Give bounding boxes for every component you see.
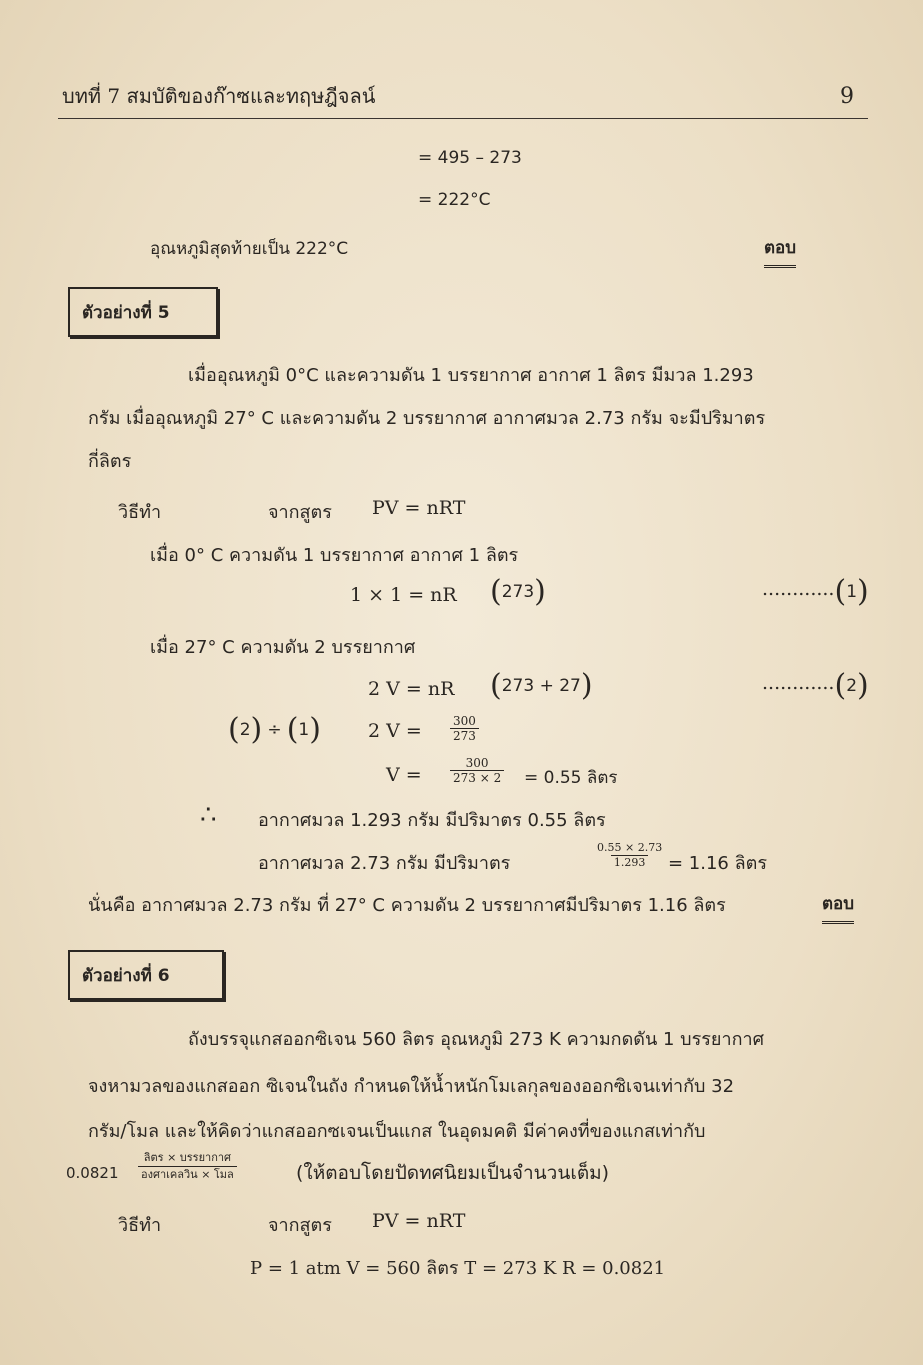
ex5-formula-label: จากสูตร — [268, 502, 332, 523]
ex5-problem-line-3: กี่ลิตร — [88, 451, 132, 472]
div-a: 2 — [239, 720, 251, 740]
eq2-rhs-value: 273 + 27 — [501, 676, 581, 696]
ex6-problem-line-3: กรัม/โมล และให้คิดว่าแกสออกซเจนเป็นแกส ในอุดมคติ มีค่าคงที่ของแกสเท่ากับ — [88, 1121, 706, 1142]
ex5-equation-1-rhs: (273) — [490, 574, 546, 609]
eq1-dots: ............ — [762, 578, 835, 600]
ex5-equation-4-rhs: = 0.55 ลิตร — [524, 768, 618, 788]
ex5-line-b: อากาศมวล 2.73 กรัม มีปริมาตร — [258, 853, 511, 874]
ex6-gas-constant: 0.0821 — [66, 1164, 119, 1182]
example-5-label: ตัวอย่างที่ 5 — [68, 287, 218, 337]
div-operator: ÷ — [267, 720, 282, 740]
ex5-equation-1-lhs: 1 × 1 = nR — [350, 584, 457, 606]
ex6-formula: PV = nRT — [372, 1210, 466, 1232]
ex6-problem-line-2: จงหามวลของแกสออก ซิเจนในถัง กำหนดให้น้ำหนักโมเลกุลของออกซิเจนเท่ากับ 32 — [88, 1076, 735, 1097]
eq1-rhs-value: 273 — [501, 582, 535, 602]
ex6-formula-label: จากสูตร — [268, 1215, 332, 1236]
therefore-symbol: ∴ — [200, 800, 217, 830]
ex5-line-b-fraction — [594, 841, 665, 870]
ex6-given-values: P = 1 atm V = 560 ลิตร T = 273 K R = 0.0821 — [250, 1258, 666, 1279]
eq2-tag-number: 2 — [846, 676, 858, 696]
ex5-condition-2: เมื่อ 27° C ความดัน 2 บรรยากาศ — [150, 637, 416, 658]
eq1-tag-number: 1 — [846, 582, 858, 602]
ex5-method-label: วิธีทำ — [118, 502, 162, 523]
ex6-problem-line-1: ถังบรรจุแกสออกซิเจน 560 ลิตร อุณหภูมิ 273 K ความกดดัน 1 บรรยากาศ — [188, 1029, 765, 1050]
eq4-numerator: 300 — [465, 756, 489, 770]
ex5-equation-2-tag: ............(2) — [762, 668, 869, 703]
line-b-numerator: 0.55 × 2.73 — [597, 841, 663, 854]
ex6-unit-fraction — [138, 1150, 237, 1183]
div-b: 1 — [298, 720, 310, 740]
eq2-dots: ............ — [762, 672, 835, 694]
page-number: 9 — [840, 84, 854, 109]
unit-numerator: ลิตร × บรรยากาศ — [143, 1151, 232, 1164]
ex5-problem-line-2: กรัม เมื่ออุณหภูมิ 27° C และความดัน 2 บรรยากาศ อากาศมวล 2.73 กรัม จะมีปริมาตร — [88, 408, 766, 429]
running-header: บทที่ 7 สมบัติของก๊าซและทฤษฎีจลน์ — [62, 84, 376, 108]
calc-line-1: = 495 – 273 — [418, 148, 522, 168]
ex5-equation-2-lhs: 2 V = nR — [368, 678, 455, 700]
ex5-answer-label: ตอบ — [822, 890, 854, 924]
ex5-line-a: อากาศมวล 1.293 กรัม มีปริมาตร 0.55 ลิตร — [258, 810, 606, 831]
ex5-division-label: (2) ÷ (1) — [228, 712, 321, 747]
eq3-denominator: 273 — [450, 728, 479, 743]
ex5-equation-4-fraction — [450, 756, 504, 785]
calc-line-2: = 222°C — [418, 190, 491, 210]
ex5-equation-3-fraction — [450, 714, 479, 743]
header-rule — [58, 118, 868, 119]
ex5-equation-2-rhs: (273 + 27) — [490, 668, 593, 703]
ex5-equation-4-lhs: V = — [386, 764, 422, 786]
answer-label: ตอบ — [764, 234, 796, 268]
example-6-label: ตัวอย่างที่ 6 — [68, 950, 224, 1000]
ex5-equation-1-tag: ............(1) — [762, 574, 869, 609]
calc-result: อุณหภูมิสุดท้ายเป็น 222°C — [150, 239, 349, 259]
ex6-rounding-note: (ให้ตอบโดยปัดทศนิยมเป็นจำนวนเต็ม) — [296, 1162, 610, 1184]
eq3-numerator: 300 — [453, 714, 476, 728]
ex5-line-b-rhs: = 1.16 ลิตร — [668, 853, 767, 874]
ex6-method-label: วิธีทำ — [118, 1215, 162, 1236]
ex5-condition-1: เมื่อ 0° C ความดัน 1 บรรยากาศ อากาศ 1 ลิตร — [150, 545, 519, 566]
ex5-conclusion: นั่นคือ อากาศมวล 2.73 กรัม ที่ 27° C ความดัน 2 บรรยากาศมีปริมาตร 1.16 ลิตร — [88, 895, 726, 916]
ex5-problem-line-1: เมื่ออุณหภูมิ 0°C และความดัน 1 บรรยากาศ อากาศ 1 ลิตร มีมวล 1.293 — [188, 365, 754, 386]
unit-denominator: องศาเคลวิน × โมล — [138, 1166, 237, 1183]
line-b-denominator: 1.293 — [611, 855, 649, 870]
ex5-formula: PV = nRT — [372, 497, 466, 519]
ex5-equation-3-lhs: 2 V = — [368, 720, 422, 742]
eq4-denominator: 273 × 2 — [450, 770, 504, 785]
